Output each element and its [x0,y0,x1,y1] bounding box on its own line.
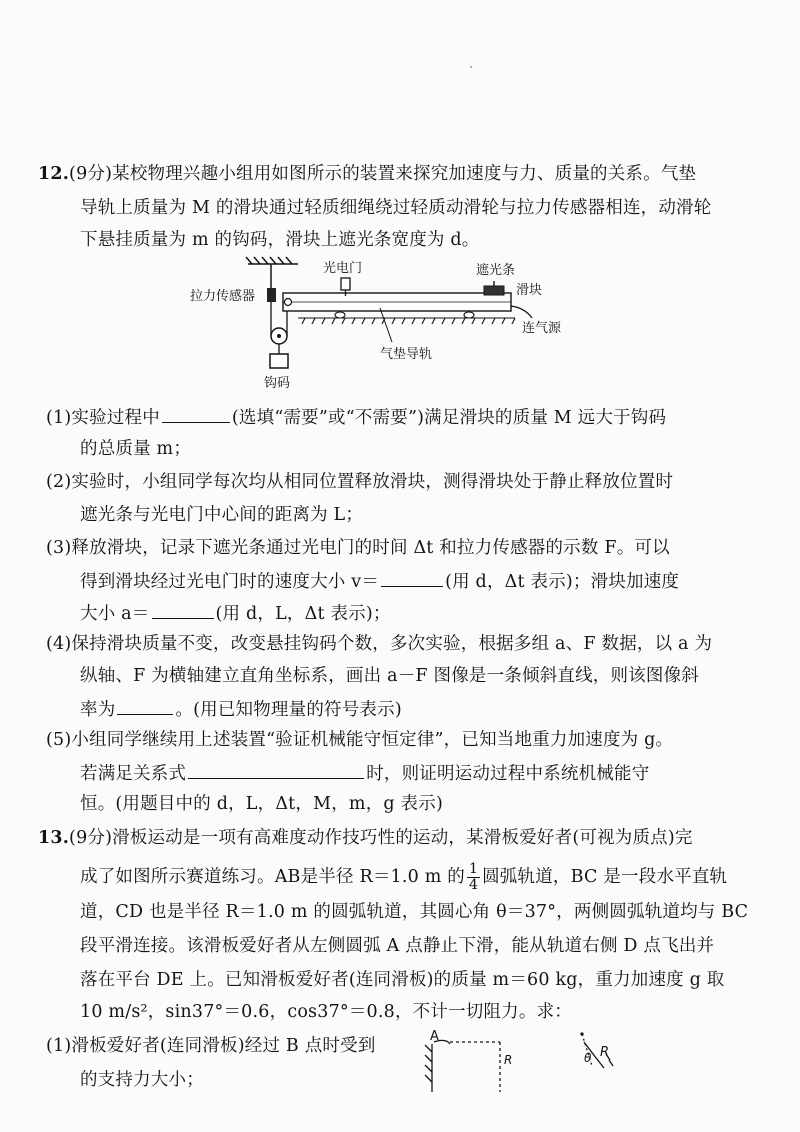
answer-blank[interactable] [188,760,364,779]
label-slider: 滑块 [516,283,543,298]
q12-intro-line3: 下悬挂质量为 m 的钩码，滑块上遮光条宽度为 d。 [80,230,480,250]
q13-line5: 落在平台 DE 上。已知滑板爱好者(连同滑板)的质量 m＝60 kg，重力加速度 g 取 [80,970,725,990]
answer-blank[interactable] [162,404,230,423]
q12-intro-line1: 12.(9分)某校物理兴趣小组用如图所示的装置来探究加速度与力、质量的关系。气垫 [38,164,697,184]
fraction-one-quarter: $\frac{1}{4}$ [469,861,479,893]
q12-part1-line1: (1)实验过程中 (选填“需要”或“不需要”)满足滑块的质量 M 远大于钩码 [46,404,666,430]
q13-line1: 13.(9分)滑板运动是一项有高难度动作技巧性的运动，某滑板爱好者(可视为质点)完 [38,828,693,848]
q12-part3-line1: (3)释放滑块，记录下遮光条通过光电门的时间 Δt 和拉力传感器的示数 F。可以 [46,538,670,558]
q13-line6: 10 m/s²，sin37°＝0.6，cos37°＝0.8，不计一切阻力。求： [80,1002,572,1022]
label-R2: R [600,1045,610,1060]
label-air: 连气源 [522,321,562,336]
q12-part3-line3: 大小 a＝ (用 d，L，Δt 表示)； [80,600,391,626]
q12-part5-line1: (5)小组同学继续用上述装置“验证机械能守恒定律”，已知当地重力加速度为 g。 [46,730,674,750]
answer-blank[interactable] [381,568,443,587]
label-A: A [430,1030,439,1044]
q12-part4-line2: 纵轴、F 为横轴建立直角坐标系，画出 a－F 图像是一条倾斜直线，则该图像斜 [80,666,700,686]
q12-part3-line2: 得到滑块经过光电门时的速度大小 v＝ (用 d，Δt 表示)；滑块加速度 [80,568,679,594]
q13-number: 13. [38,828,70,848]
q12-number: 12. [38,164,70,184]
label-R: R [504,1053,513,1067]
q12-part5-line3: 恒。(用题目中的 d，L，Δt，M，m，g 表示) [80,794,443,814]
q12-intro-line2: 导轨上质量为 M 的滑块通过轻质细绳绕过轻质动滑轮与拉力传感器相连，动滑轮 [80,198,712,218]
q12-part1-line2: 的总质量 m； [80,439,192,459]
ceiling-support [246,257,298,288]
q12-part2-line1: (2)实验时，小组同学每次均从相同位置释放滑块，测得滑块处于静止释放位置时 [46,472,674,492]
answer-blank[interactable] [152,600,214,619]
label-track: 气垫导轨 [380,347,433,362]
label-weight: 钩码 [264,376,291,391]
q12-part4-line1: (4)保持滑块质量不变，改变悬挂钩码个数，多次实验，根据多组 a、F 数据，以 a 为 [46,634,713,654]
q12-part5-line2: 若满足关系式 时，则证明运动过程中系统机械能守 [80,760,649,786]
hook-weight [270,354,288,368]
label-strip: 遮光条 [476,263,516,278]
slider-block [484,286,504,295]
label-theta: θ [584,1051,592,1065]
label-sensor: 拉力传感器 [190,289,256,304]
force-sensor [267,288,276,302]
answer-blank[interactable] [117,696,173,715]
apparatus-figure [180,256,580,396]
q13-part1-line1: (1)滑板爱好者(连同滑板)经过 B 点时受到 [46,1036,376,1056]
scan-speck [470,66,472,68]
track-base [298,318,515,324]
air-hose [511,306,532,318]
skate-track-figure [420,1030,660,1132]
q12-part2-line2: 遮光条与光电门中心间的距离为 L； [80,505,364,525]
q13-line3: 道，CD 也是半径 R＝1.0 m 的圆弧轨道，其圆心角 θ＝37°，两侧圆弧轨道均与 BC [80,902,749,922]
q12-part4-line3: 率为 。(用已知物理量的符号表示) [80,696,402,722]
q13-line4: 段平滑连接。该滑板爱好者从左侧圆弧 A 点静止下滑，能从轨道右侧 D 点飞出并 [80,936,715,956]
label-gate: 光电门 [323,261,363,276]
q13-part1-line2: 的支持力大小； [80,1070,204,1090]
q13-line2: 成了如图所示赛道练习。AB是半径 R＝1.0 m 的 $\frac{1}{4}$ 圆弧轨道，BC 是一段水平直轨 [80,861,728,893]
